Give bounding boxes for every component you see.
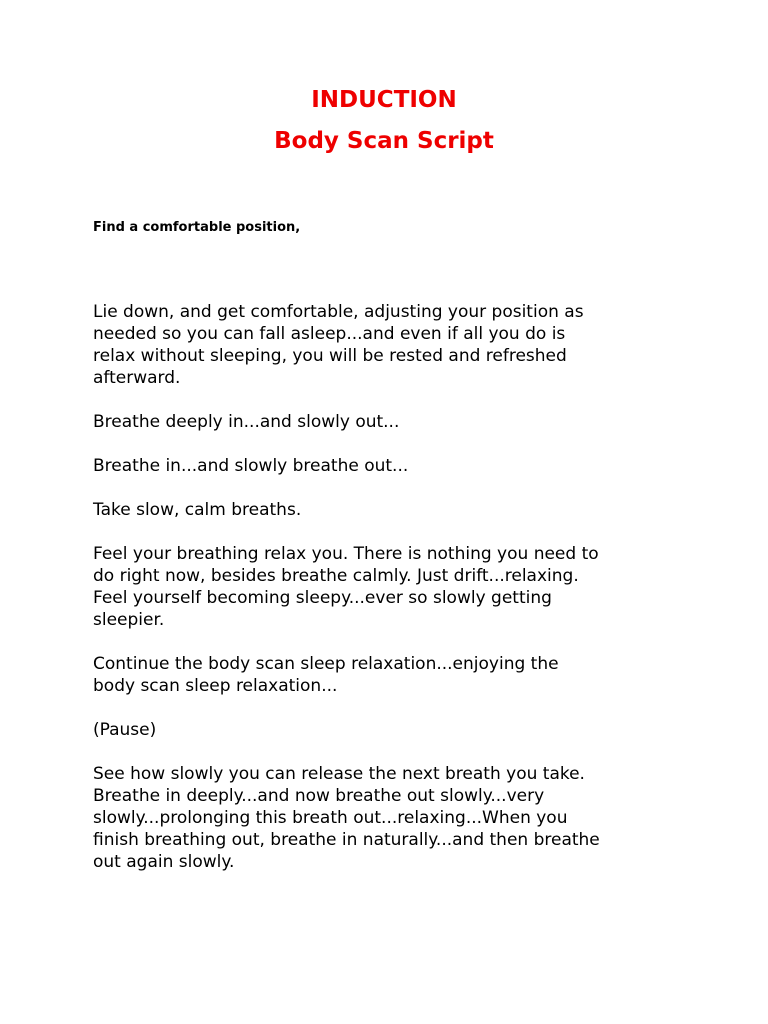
text-line: Take slow, calm breaths. bbox=[93, 500, 302, 520]
section-subheading: Find a comfortable position, bbox=[93, 220, 301, 235]
text-line: do right now, besides breathe calmly. Just drift...relaxing. bbox=[93, 566, 579, 586]
text-line: needed so you can fall asleep...and even if all you do is bbox=[93, 324, 566, 344]
text-line: relax without sleeping, you will be rested and refreshed bbox=[93, 346, 567, 366]
text-line: afterward. bbox=[93, 368, 181, 388]
text-line: body scan sleep relaxation... bbox=[93, 676, 338, 696]
paragraph bbox=[93, 543, 693, 631]
paragraph bbox=[93, 301, 693, 389]
paragraph bbox=[93, 719, 693, 741]
text-line: Lie down, and get comfortable, adjusting your position as bbox=[93, 302, 584, 322]
text-line: Breathe in...and slowly breathe out... bbox=[93, 456, 409, 476]
paragraph bbox=[93, 411, 693, 433]
text-line: Feel yourself becoming sleepy...ever so slowly getting bbox=[93, 588, 552, 608]
script-body bbox=[93, 301, 693, 895]
document-subtitle: Body Scan Script bbox=[274, 128, 494, 154]
text-line: Breathe deeply in...and slowly out... bbox=[93, 412, 400, 432]
paragraph bbox=[93, 763, 693, 873]
text-line: Continue the body scan sleep relaxation...enjoying the bbox=[93, 654, 559, 674]
text-line: Feel your breathing relax you. There is nothing you need to bbox=[93, 544, 599, 564]
paragraph bbox=[93, 455, 693, 477]
text-line: slowly...prolonging this breath out...relaxing...When you bbox=[93, 808, 568, 828]
paragraph bbox=[93, 653, 693, 697]
document-title: INDUCTION bbox=[311, 87, 457, 113]
text-line: sleepier. bbox=[93, 610, 165, 630]
text-line: out again slowly. bbox=[93, 852, 235, 872]
text-line: Breathe in deeply...and now breathe out slowly...very bbox=[93, 786, 545, 806]
text-line: finish breathing out, breathe in naturally...and then breathe bbox=[93, 830, 600, 850]
paragraph bbox=[93, 499, 693, 521]
text-line: (Pause) bbox=[93, 720, 157, 740]
text-line: See how slowly you can release the next breath you take. bbox=[93, 764, 585, 784]
